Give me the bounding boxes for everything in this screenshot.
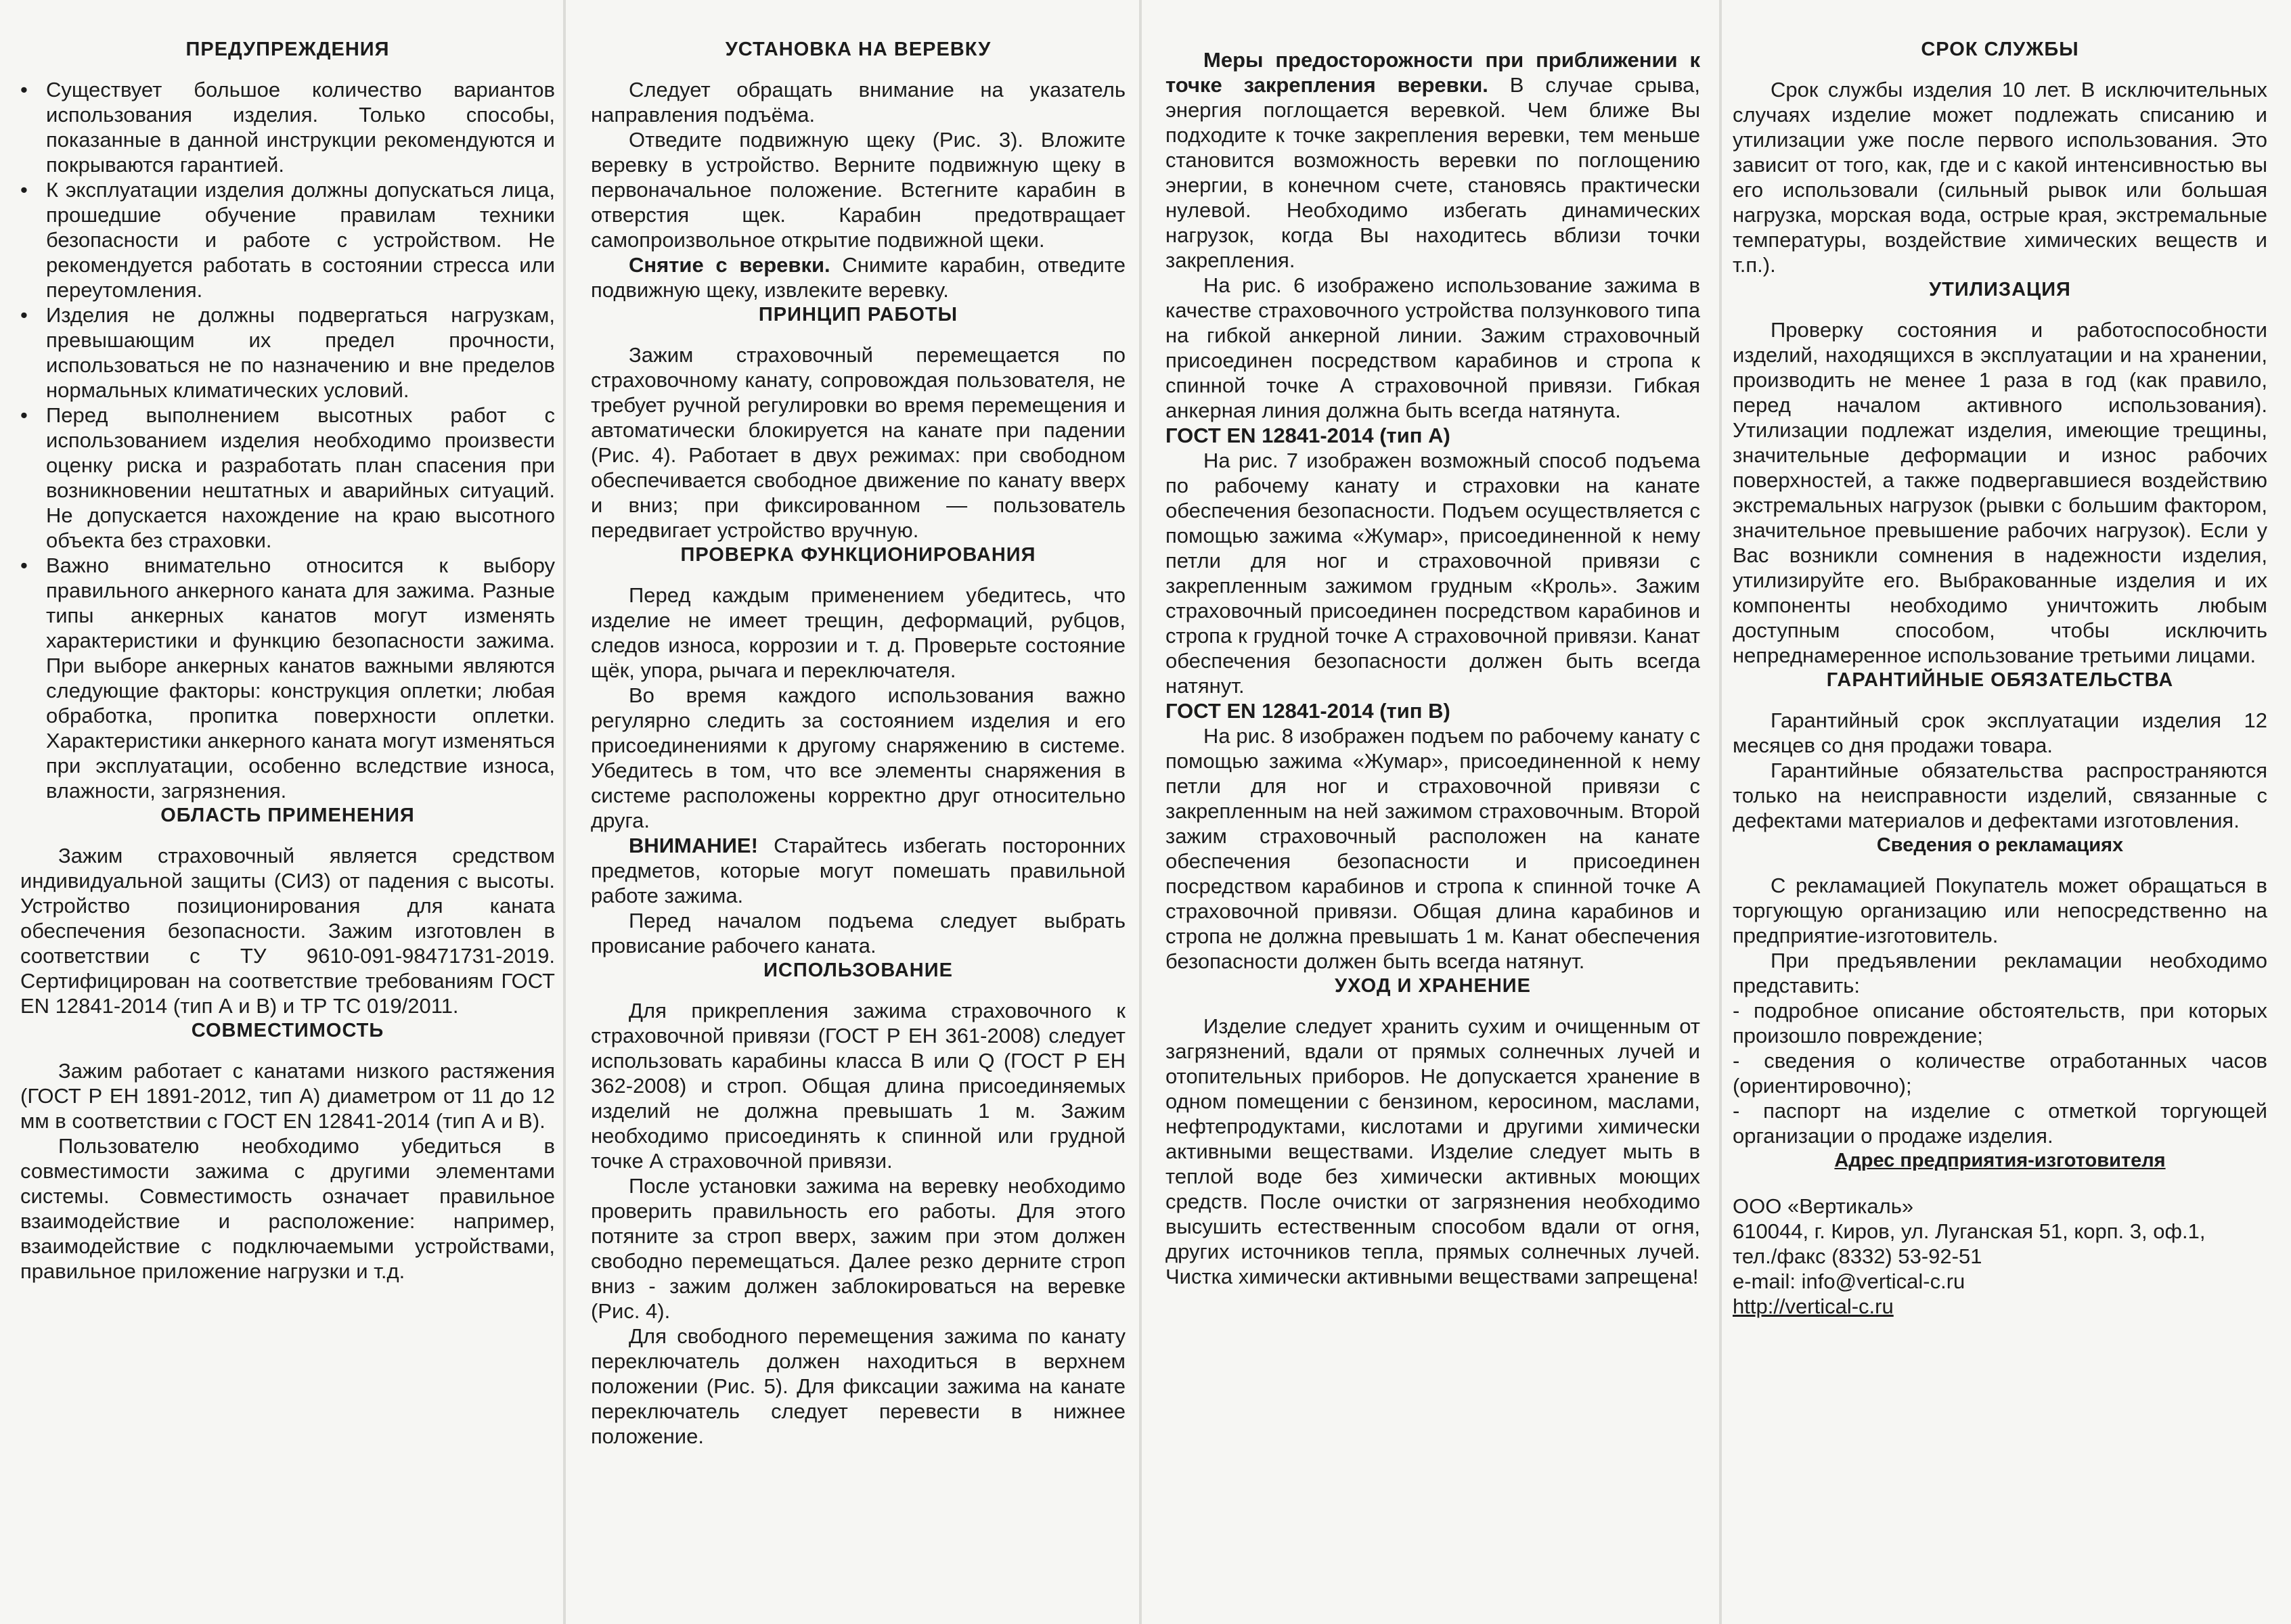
warranty-paragraph: Гарантийные обязательства распространяются только на неисправности изделий, связанные с дефектами материалов и дефектами изготовления. [1733, 759, 2267, 832]
scope-text: Зажим страховочный является средством индивидуальной защиты (СИЗ) от падения с высоты. Устройство позиционирования для каната обеспечения безопасности. Зажим изготовлен в соответствии с ТУ 9610-091-98471731-2019. Сертифицирован на соответствие требованиям ГОСТ EN 12841-2014 (тип А и В) и ТР ТС 019/2011. [20, 844, 555, 1018]
install-paragraph: Отведите подвижную щеку (Рис. 3). Вложите веревку в устройство. Верните подвижную щеку в первоначальное положение. Встегните карабин в отверстия щек. Карабин предотвращает самопроизвольное открытие подвижной щеки. [591, 128, 1126, 252]
list-item: • Существует большое количество вариантов использования изделия. Только способы, показанные в данной инструкции рекомендуются и покрываются гарантией. [46, 77, 555, 177]
claims-paragraph: При предъявлении рекламации необходимо представить: [1733, 949, 2267, 997]
compat-paragraph: Зажим работает с канатами низкого растяжения (ГОСТ Р ЕН 1891-2012, тип А) диаметром от 11 до 12 мм в соответствии с ГОСТ EN 12841-2014 (тип А и В). [20, 1059, 555, 1133]
life-heading: СРОК СЛУЖБЫ [1921, 39, 2079, 60]
claims-item: - паспорт на изделие с отметкой торгующей организации о продаже изделия. [1733, 1099, 2267, 1148]
care-heading: УХОД И ХРАНЕНИЕ [1335, 975, 1531, 997]
fold-line [1719, 0, 1722, 1624]
website-link[interactable]: http://vertical-c.ru [1733, 1294, 1894, 1318]
care-paragraph: Изделие следует хранить сухим и очищенным от загрязнений, вдали от прямых солнечных лучей и отопительных приборов. Не допускается хранение в одном помещении с бензином, керосином, маслами, нефтепродуктами, кислотами и другими химически активными веществами. Изделие следует мыть в теплой воде без химически активных моющих средств. После очистки от загрязнения необходимо высушить естественным способом вдали от огня, других источников тепла, прямых солнечных лучей. Чистка химически активными веществами запрещена! [1165, 1014, 1700, 1288]
remove-label: Снятие с веревки. [629, 253, 830, 277]
disposal-paragraph: Проверку состояния и работоспособности изделий, находящихся в эксплуатации и на хранении, производить не менее 1 раза в год (как правило, перед началом активного использования). Утилизации подлежат изделия, имеющие трещины, значительные деформации и износ рабочих поверхностей, а также подвергавшиеся воздействию экстремальных нагрузок (рывки с большим фактором, значительное превышение рабочих нагрузок). Если у Вас возникли сомнения в надежности изделия, утилизируйте его. Выбракованные изделия и их компоненты необходимо уничтожить любым доступным способом, чтобы исключить непреднамеренное использование третьими лицами. [1733, 318, 2267, 667]
fold-line [563, 0, 566, 1624]
principle-text: Зажим страховочный перемещается по страховочному канату, сопровождая пользователя, не требует ручной регулировки во время перемещения и автоматически блокируется на канате при падении (Рис. 4). Работает в двух режимах: при свободном обеспечивается свободное движение по канату вверх и вниз; при фиксированном — пользователь передвигает устройство вручную. [591, 343, 1126, 542]
attention-label: ВНИМАНИЕ! [629, 834, 758, 857]
fold-line [1139, 0, 1142, 1624]
check-paragraph: Перед началом подъема следует выбрать провисание рабочего каната. [591, 909, 1126, 957]
list-item: • Изделия не должны подвергаться нагрузкам, превышающим их предел прочности, использоваться не по назначению и вне пределов нормальных климатических условий. [46, 302, 555, 403]
column-4 [1733, 37, 2267, 1319]
usage-paragraph: Для свободного перемещения зажима по канату переключатель должен находиться в верхнем положении (Рис. 5). Для фиксации зажима на канате переключатель следует перевести в нижнее положение. [591, 1324, 1126, 1448]
gost-a-paragraph: На рис. 7 изображен возможный способ подъема по рабочему канату и страховки на канате обеспечения безопасности. Подъем осуществляется с помощью зажима «Жумар», присоединенной к нему петли для ног и страховочной привязи с закрепленным зажимом грудным «Кроль». Зажим страховочный присоединен посредством карабинов и стропа к грудной точке А страховочной привязи. Канат обеспечения безопасности должен быть всегда натянут. [1165, 449, 1700, 698]
company-name: ООО «Вертикаль» [1733, 1194, 1914, 1218]
precaution-label: Меры предосторожности при приближении к точке закрепления веревки. [1165, 48, 1700, 97]
list-item: • Перед выполнением высотных работ с использованием изделия необходимо произвести оценку риска и разработать план спасения при возникновении нештатных и аварийных ситуаций. Не допускается нахождение на краю высотного объекта без страховки. [46, 403, 555, 553]
claims-item: - подробное описание обстоятельств, при которых произошло повреждение; [1733, 999, 2267, 1047]
compat-paragraph: Пользователю необходимо убедиться в совместимости зажима с другими элементами системы. Совместимость означает правильное взаимодействие и расположение: например, взаимодействие с подключаемыми устройствами, правильное приложение нагрузки и т.д. [20, 1134, 555, 1283]
install-paragraph: Следует обращать внимание на указатель направления подъёма. [591, 78, 1126, 127]
gost-b-paragraph: На рис. 8 изображен подъем по рабочему канату с помощью зажима «Жумар», присоединенной к нему петли для ног и страховочной привязи с закрепленным на ней зажимом страховочным. Второй зажим страховочный расположен на канате обеспечения безопасности и присоединен посредством карабинов и стропа к спинной точке А страховочной привязи. Общая длина карабинов и стропа не должна превышать 1 м. Канат обеспечения безопасности должен быть всегда натянут. [1165, 724, 1700, 973]
check-heading: ПРОВЕРКА ФУНКЦИОНИРОВАНИЯ [680, 544, 1036, 566]
warranty-heading: ГАРАНТИЙНЫЕ ОБЯЗАТЕЛЬСТВА [1826, 669, 2174, 691]
phone: тел./факс (8332) 53-92-51 [1733, 1244, 1982, 1268]
address-heading: Адрес предприятия-изготовителя [1834, 1150, 2166, 1171]
claims-item: - сведения о количестве отработанных часов (ориентировочно); [1733, 1049, 2267, 1098]
warnings-heading: ПРЕДУПРЕЖДЕНИЯ [185, 39, 390, 60]
email[interactable]: e-mail: info@vertical-c.ru [1733, 1269, 1965, 1293]
claims-heading: Сведения о рекламациях [1876, 834, 2124, 856]
check-paragraph: Перед каждым применением убедитесь, что изделие не имеет трещин, деформаций, рубцов, следов износа, коррозии и т. д. Проверьте состояние щёк, упора, рычага и переключателя. [591, 583, 1126, 682]
address-block [1733, 1194, 2267, 1319]
usage-paragraph: Для прикрепления зажима страховочного к страховочной привязи (ГОСТ Р ЕН 361-2008) следует использовать карабины класса В или Q (ГОСТ Р ЕН 362-2008) и строп. Общая длина присоединяемых изделий не должна превышать 1 м. Зажим необходимо присоединять к спинной или грудной точке А страховочной привязи. [591, 999, 1126, 1173]
gost-b-heading: ГОСТ EN 12841-2014 (тип В) [1165, 699, 1450, 723]
warnings-list [20, 77, 555, 803]
gost-a-heading: ГОСТ EN 12841-2014 (тип А) [1165, 424, 1450, 447]
install-heading: УСТАНОВКА НА ВЕРЕВКУ [725, 39, 992, 60]
remove-text: Снимите карабин, отведите подвижную щеку, извлеките веревку. [591, 253, 1126, 302]
usage-paragraph: После установки зажима на веревку необходимо проверить правильность его работы. Для этого потяните за строп вверх, зажим при этом должен свободно перемещаться. Далее резко дерните строп вниз - зажим должен заблокироваться на веревке (Рис. 4). [591, 1174, 1126, 1323]
compat-heading: СОВМЕСТИМОСТЬ [191, 1020, 384, 1041]
remove-paragraph [591, 252, 1126, 302]
attention-text: Старайтесь избегать посторонних предметов, которые могут помешать правильной работе зажима. [591, 834, 1126, 907]
precaution-text: В случае срыва, энергия поглощается веревкой. Чем ближе Вы подходите к точке закрепления веревки, тем меньше становится возможность веревки по поглощению энергии, в конечном счете, становясь практически нулевой. Необходимо избегать динамических нагрузок, когда Вы находитесь вблизи точки закрепления. [1165, 73, 1700, 272]
usage-heading: ИСПОЛЬЗОВАНИЕ [763, 960, 953, 981]
column-2 [591, 37, 1126, 1449]
attention-paragraph [591, 833, 1126, 908]
precaution-paragraph [1165, 47, 1700, 273]
principle-heading: ПРИНЦИП РАБОТЫ [758, 304, 958, 325]
column-3 [1165, 47, 1700, 1289]
life-paragraph: Срок службы изделия 10 лет. В исключительных случаях изделие может подлежать списанию и утилизации уже после первого использования. Это зависит от того, как, где и с какой интенсивностью вы его использовали (сильный рывок или большая нагрузка, морская вода, острые края, экстремальные температуры, воздействие химических веществ и т.п.). [1733, 78, 2267, 277]
list-item: • К эксплуатации изделия должны допускаться лица, прошедшие обучение правилам техники безопасности и работе с устройством. Не рекомендуется работать в состоянии стресса или переутомления. [46, 177, 555, 302]
warranty-paragraph: Гарантийный срок эксплуатации изделия 12 месяцев со дня продажи товара. [1733, 708, 2267, 757]
postal-address: 610044, г. Киров, ул. Луганская 51, корп. 3, оф.1, [1733, 1219, 2206, 1243]
scope-heading: ОБЛАСТЬ ПРИМЕНЕНИЯ [160, 805, 415, 826]
check-paragraph: Во время каждого использования важно регулярно следить за состоянием изделия и его присоединениями к другому снаряжению в системе. Убедитесь в том, что все элементы снаряжения в системе расположены корректно друг относительно друга. [591, 683, 1126, 832]
claims-paragraph: С рекламацией Покупатель может обращаться в торгующую организацию или непосредственно на предприятие-изготовитель. [1733, 874, 2267, 947]
fig6-paragraph: На рис. 6 изображено использование зажима в качестве страховочного устройства ползункового типа на гибкой анкерной линии. Зажим страховочный присоединен посредством карабинов и стропа к спинной точке А страховочной привязи. Гибкая анкерная линия должна быть всегда натянута. [1165, 273, 1700, 422]
column-1 [20, 37, 555, 1284]
list-item: • Важно внимательно относится к выбору правильного анкерного каната для зажима. Разные типы анкерных канатов могут изменять характеристики и функцию безопасности зажима. При выборе анкерных канатов важными являются следующие факторы: конструкция оплетки; любая обработка, пропитка поверхности оплетки. Характеристики анкерного каната могут изменяться при эксплуатации, особенно вследствие износа, влажности, загрязнения. [46, 553, 555, 803]
disposal-heading: УТИЛИЗАЦИЯ [1929, 279, 2071, 300]
